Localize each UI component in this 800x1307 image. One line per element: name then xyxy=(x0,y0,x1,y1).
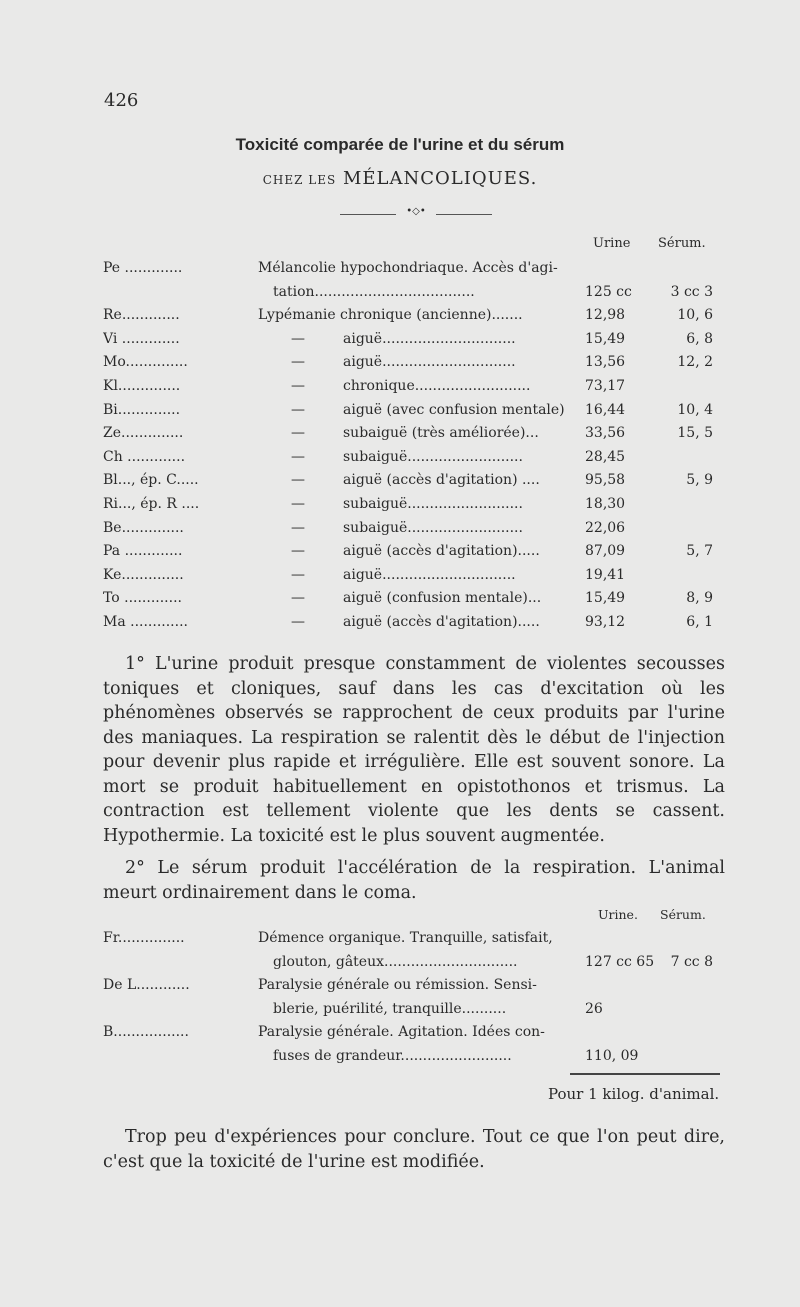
patient-name: Re............. xyxy=(103,307,180,324)
table1-row xyxy=(103,331,713,353)
table2-row xyxy=(103,977,713,999)
diagnosis: aiguë.............................. xyxy=(343,354,516,371)
diagnosis: glouton, gâteux.............................. xyxy=(273,953,518,970)
urine-value: 19,41 xyxy=(585,566,626,583)
urine-value: 33,56 xyxy=(585,425,626,442)
page-number: 426 xyxy=(104,90,139,111)
table2-row xyxy=(103,1048,713,1070)
diagnosis: subaiguë (très améliorée)... xyxy=(343,425,539,442)
table1-row xyxy=(103,590,713,612)
patient-name: Kl.............. xyxy=(103,378,181,394)
urine-value: 18,30 xyxy=(585,496,626,512)
patient-name: Bl..., ép. C..... xyxy=(103,472,199,489)
table1-urine-header: Urine xyxy=(593,236,631,251)
table1-row xyxy=(103,614,713,636)
patient-name: Mo.............. xyxy=(103,354,188,371)
page-subtitle xyxy=(0,168,800,189)
patient-name: Be.............. xyxy=(103,519,184,536)
urine-value: 15,49 xyxy=(585,590,626,607)
table2-row xyxy=(103,930,713,952)
serum-value: 8, 9 xyxy=(686,590,713,607)
diagnosis: Démence organique. Tranquille, satisfait, xyxy=(258,930,553,946)
diagnosis: aiguë.............................. xyxy=(343,566,516,583)
patient-name: Pa ............. xyxy=(103,543,183,560)
serum-value: 15, 5 xyxy=(677,425,713,442)
ornamental-divider: •◇• xyxy=(340,212,492,213)
diagnosis: Mélancolie hypochondriaque. Accès d'agi- xyxy=(258,260,558,276)
serum-value: 5, 9 xyxy=(686,472,713,489)
urine-value: 22,06 xyxy=(585,519,626,536)
serum-value: 6, 8 xyxy=(686,330,713,347)
table1-row xyxy=(103,354,713,376)
ditto-dash: — xyxy=(291,543,305,560)
diagnosis: tation.................................... xyxy=(273,283,475,300)
subtitle-prefix: CHEZ LES xyxy=(262,173,337,187)
footnote: Pour 1 kilog. d'animal. xyxy=(548,1085,720,1103)
patient-name: Fr............... xyxy=(103,930,185,946)
urine-value: 28,45 xyxy=(585,448,626,465)
patient-name: Bi.............. xyxy=(103,401,181,418)
diagnosis: aiguë (avec confusion mentale) xyxy=(343,401,565,418)
paragraph-1 xyxy=(103,652,725,848)
patient-name: B................. xyxy=(103,1024,189,1041)
urine-value: 127 cc 65 xyxy=(585,953,655,970)
ditto-dash: — xyxy=(291,401,305,418)
ditto-dash: — xyxy=(291,378,305,394)
diagnosis: aiguë (accès d'agitation) .... xyxy=(343,472,540,489)
serum-value: 10, 6 xyxy=(677,307,713,324)
diagnosis: aiguë (confusion mentale)... xyxy=(343,590,542,607)
diagnosis: fuses de grandeur......................... xyxy=(273,1048,512,1064)
patient-name: Ri..., ép. R .... xyxy=(103,496,200,512)
urine-value: 73,17 xyxy=(585,378,626,394)
paragraph-3 xyxy=(103,1125,725,1174)
serum-value: 6, 1 xyxy=(686,614,713,630)
patient-name: Ke.............. xyxy=(103,566,184,583)
table1-row xyxy=(103,307,713,329)
table1-row xyxy=(103,496,713,518)
table2-row xyxy=(103,954,713,976)
table2-row xyxy=(103,1024,713,1046)
footnote-rule xyxy=(570,1073,720,1075)
paragraph-3-text: Trop peu d'expériences pour conclure. Tout ce que l'on peut dire, c'est que la toxicité de l'urine est modifiée. xyxy=(103,1127,725,1172)
urine-value: 13,56 xyxy=(585,354,626,371)
diagnosis: Paralysie générale. Agitation. Idées con- xyxy=(258,1024,545,1041)
patient-name: Ma ............. xyxy=(103,614,188,630)
diagnosis: Lypémanie chronique (ancienne)....... xyxy=(258,307,523,324)
table1-row xyxy=(103,567,713,589)
table1-row xyxy=(103,378,713,400)
diagnosis: aiguë (accès d'agitation)..... xyxy=(343,614,540,630)
patient-name: Ze.............. xyxy=(103,425,184,442)
ditto-dash: — xyxy=(291,472,305,489)
paragraph-1-text: 1° L'urine produit presque constamment de violentes secousses toniques et cloniques, sauf dans les cas d'excitation où les phénomènes observés se rapprochent de ceux produits par l'urine des maniaques. La respiration se ralentit dès le début de l'injection pour devenir plus rapide et irrégulière. Elle est souvent sonore. La mort se produit habituellement en opistothonos et trismus. La contraction est tellement violente que les dents se cassent. Hypothermie. La toxicité est le plus souvent augmentée. xyxy=(103,654,725,846)
ditto-dash: — xyxy=(291,354,305,371)
table1-serum-header: Sérum. xyxy=(658,236,706,251)
ditto-dash: — xyxy=(291,448,305,465)
patient-name: To ............. xyxy=(103,590,182,607)
urine-value: 15,49 xyxy=(585,330,626,347)
ditto-dash: — xyxy=(291,425,305,442)
urine-value: 26 xyxy=(585,1000,603,1017)
subtitle-main: MÉLANCOLIQUES. xyxy=(342,168,538,189)
paragraph-2 xyxy=(103,856,725,905)
patient-name: Ch ............. xyxy=(103,448,186,465)
table2-serum-header: Sérum. xyxy=(660,907,706,922)
serum-value: 10, 4 xyxy=(677,401,713,418)
ditto-dash: — xyxy=(291,519,305,536)
ditto-dash: — xyxy=(291,590,305,607)
diagnosis: chronique.......................... xyxy=(343,378,531,394)
urine-value: 95,58 xyxy=(585,472,626,489)
diagnosis: blerie, puérilité, tranquille.......... xyxy=(273,1000,507,1017)
table2-row xyxy=(103,1001,713,1023)
table1-row xyxy=(103,543,713,565)
urine-value: 110, 09 xyxy=(585,1048,639,1064)
serum-value: 7 cc 8 xyxy=(670,953,713,970)
paragraph-2-text: 2° Le sérum produit l'accélération de la respiration. L'animal meurt ordinairement dans le coma. xyxy=(103,858,725,903)
table1-row xyxy=(103,260,713,282)
urine-value: 93,12 xyxy=(585,614,626,630)
table1-row xyxy=(103,284,713,306)
urine-value: 125 cc xyxy=(585,283,632,300)
diagnosis: aiguë.............................. xyxy=(343,330,516,347)
urine-value: 16,44 xyxy=(585,401,626,418)
ditto-dash: — xyxy=(291,330,305,347)
patient-name: Pe ............. xyxy=(103,260,183,276)
serum-value: 3 cc 3 xyxy=(670,283,713,300)
table2-urine-header: Urine. xyxy=(598,907,638,922)
page-title: Toxicité comparée de l'urine et du sérum xyxy=(235,135,565,154)
patient-name: Vi ............. xyxy=(103,330,180,347)
serum-value: 12, 2 xyxy=(677,354,713,371)
ditto-dash: — xyxy=(291,496,305,512)
table1-row xyxy=(103,520,713,542)
serum-value: 5, 7 xyxy=(686,543,713,560)
diagnosis: subaiguë.......................... xyxy=(343,448,523,465)
table1-row xyxy=(103,402,713,424)
diagnosis: subaiguë.......................... xyxy=(343,519,523,536)
table1-row xyxy=(103,472,713,494)
table1-row xyxy=(103,449,713,471)
diagnosis: subaiguë.......................... xyxy=(343,496,523,512)
table1-row xyxy=(103,425,713,447)
patient-name: De L............ xyxy=(103,977,190,994)
ditto-dash: — xyxy=(291,614,305,630)
urine-value: 87,09 xyxy=(585,543,626,560)
diagnosis: Paralysie générale ou rémission. Sensi- xyxy=(258,977,537,994)
diagnosis: aiguë (accès d'agitation)..... xyxy=(343,543,540,560)
ditto-dash: — xyxy=(291,566,305,583)
urine-value: 12,98 xyxy=(585,307,626,324)
